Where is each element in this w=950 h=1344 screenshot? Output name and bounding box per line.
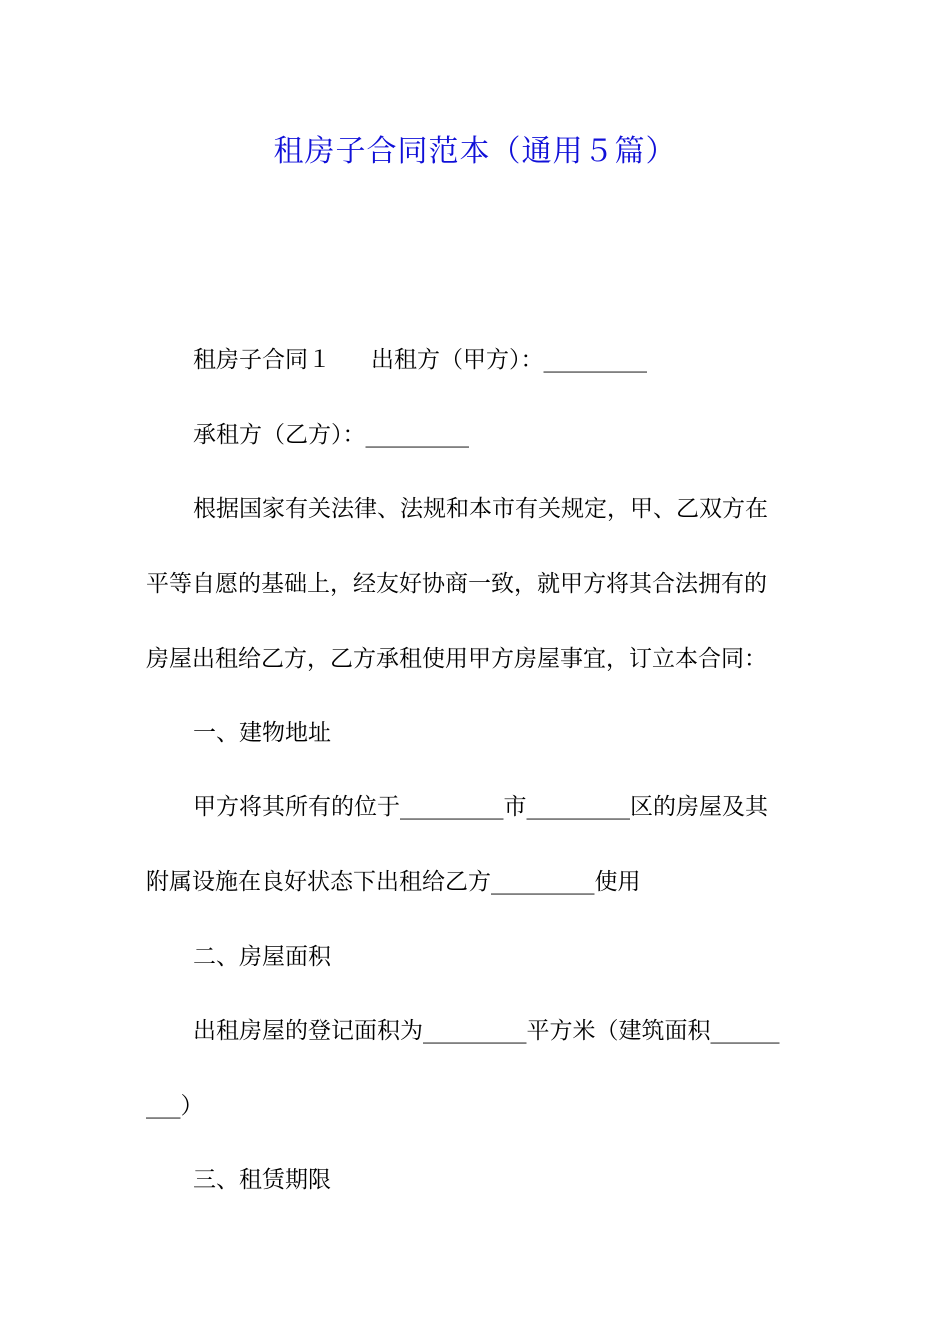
paragraph-line: ___） [146,1093,204,1119]
paragraph-line: 平等自愿的基础上，经友好协商一致，就甲方将其合法拥有的 [146,571,767,597]
paragraph-line: 附属设施在良好状态下出租给乙方_________使用 [146,869,641,895]
section-heading: 一、建物地址 [193,720,331,746]
lessor-field-label: 出租方（甲方）：_________ [371,347,647,373]
contract-heading-line [193,343,816,377]
paragraph-line: 根据国家有关法律、法规和本市有关规定，甲、乙双方在 [193,496,768,522]
document-title: 租房子合同范本（通用５篇） [273,134,677,169]
paragraph-line: 出租房屋的登记面积为_________平方米（建筑面积______ [193,1018,780,1044]
paragraph-line: 房屋出租给乙方，乙方承租使用甲方房屋事宜，订立本合同： [146,646,767,672]
section-heading: 三、租赁期限 [193,1167,331,1193]
section-heading: 二、房屋面积 [193,944,331,970]
contract-number-label: 租房子合同１ [193,347,331,373]
paragraph-line: 甲方将其所有的位于_________市_________区的房屋及其 [193,794,768,820]
lessee-field-label: 承租方（乙方）：_________ [193,422,469,448]
